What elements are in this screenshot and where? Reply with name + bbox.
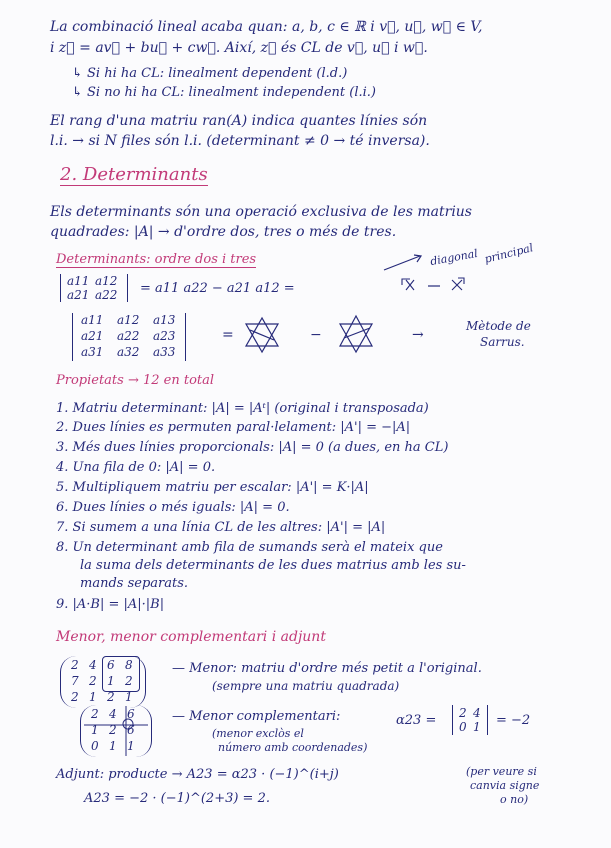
section-heading: 2. Determinants (60, 164, 208, 185)
adjunt-note3: o no) (500, 793, 529, 806)
cl-definition-line1: La combinació lineal acaba quan: a, b, c ∈ ℝ i v⃗, u⃗, w⃗ ∈ V, (50, 19, 483, 35)
menor-complementari-note1: (menor exclòs el (212, 727, 304, 740)
matrix-cell: a12 (117, 313, 140, 327)
sarrus-star-icon (246, 318, 278, 352)
menors-heading: Menor, menor complementari i adjunt (56, 629, 326, 645)
matrix-cell: 1 (473, 720, 481, 734)
matrix-cell: 2 (109, 723, 117, 737)
matrix-cell: a33 (153, 345, 176, 359)
matrix-cell: 1 (109, 739, 117, 753)
sarrus-label-line1: Mètode de (466, 319, 531, 333)
antidiagonal-cross-icon (452, 278, 464, 290)
matrix-cell: a11 (81, 313, 104, 327)
sarrus-equals: = (222, 327, 234, 343)
matrix-cell: 4 (89, 658, 97, 672)
matrix-cell: a31 (81, 345, 104, 359)
property-item: 3. Més dues línies proporcionals: |A| = 0 (a dues, en ha CL) (56, 440, 449, 455)
matrix-cell: 2 (89, 674, 97, 688)
matrix-cell: 7 (71, 674, 79, 688)
matrix-cell: 0 (91, 739, 99, 753)
property-item-continuation: mands separats. (80, 576, 189, 591)
property-item: 8. Un determinant amb fila de sumands serà el mateix que (56, 540, 443, 555)
cl-definition-line2: i z⃗ = av⃗ + bu⃗ + cw⃗. Així, z⃗ és CL de v⃗, u⃗ i w⃗. (50, 40, 428, 56)
matrix-cell: 1 (125, 690, 133, 704)
property-item: 2. Dues línies es permuten paral·lelament: |A'| = −|A| (56, 420, 411, 435)
matrix-cell: 1 (89, 690, 97, 704)
adjunt-note2: canvia signe (470, 779, 540, 792)
matrix-cell: a13 (153, 313, 176, 327)
cl-independent-bullet: ↳ Si no hi ha CL: linealment independent (l.i.) (72, 85, 377, 100)
property-item: 1. Matriu determinant: |A| = |Aᵗ| (original i transposada) (56, 401, 429, 416)
circled-element-icon (123, 719, 133, 729)
property-item-continuation: la suma dels determinants de les dues matrius amb les su- (80, 558, 466, 573)
intro-line2: quadrades: |A| → d'ordre dos, tres o més de tres. (50, 224, 397, 240)
matrix-cell: 1 (91, 723, 99, 737)
adjunt-note1: (per veure si (466, 765, 537, 778)
matrix-cell: 6 (127, 707, 135, 721)
property-item: 7. Si sumem a una línia CL de les altres: |A'| = |A| (56, 520, 386, 535)
menor-note: (sempre una matriu quadrada) (212, 679, 400, 693)
det2-formula: = a11 a22 − a21 a12 = (140, 281, 295, 296)
alpha23-result: = −2 (496, 713, 531, 728)
diagonal-cross-icon (402, 279, 414, 290)
matrix-cell: 6 (127, 723, 135, 737)
sarrus-star-icon (340, 316, 372, 352)
property-item: 4. Una fila de 0: |A| = 0. (56, 460, 216, 475)
matrix-cell: 4 (109, 707, 117, 721)
matrix-cell: a32 (117, 345, 140, 359)
matrix-cell: 2 (71, 658, 79, 672)
menor-complementari-label: — Menor complementari: (172, 709, 341, 724)
matrix-cell: 2 (107, 690, 115, 704)
matrix-cell: a22 (95, 288, 118, 302)
adjunt-formula: Adjunt: producte → A23 = α23 · (−1)^(i+j) (56, 767, 339, 782)
intro-line1: Els determinants són una operació exclusiva de les matrius (50, 204, 472, 220)
order-subheading: Determinants: ordre dos i tres (56, 252, 257, 267)
matrix-cell: a21 (81, 329, 104, 343)
menor-description: — Menor: matriu d'ordre més petit a l'original. (172, 661, 482, 676)
alpha23-label: α23 = (396, 713, 437, 728)
matrix-cell: 0 (459, 720, 467, 734)
properties-heading: Propietats → 12 en total (56, 373, 215, 388)
cl-dependent-bullet: ↳ Si hi ha CL: linealment dependent (l.d.) (72, 66, 348, 81)
matrix-cell: 2 (125, 674, 133, 688)
diagonal-label: diagonal (429, 246, 479, 269)
diagonal-arrow-icon (384, 256, 420, 270)
matrix-cell: a23 (153, 329, 176, 343)
matrix-cell: 8 (125, 658, 133, 672)
menor-complementari-note2: número amb coordenades) (218, 741, 368, 754)
matrix-cell: 2 (459, 706, 467, 720)
property-item: 9. |A·B| = |A|·|B| (56, 597, 165, 612)
adjunt-result: A23 = −2 · (−1)^(2+3) = 2. (84, 791, 270, 806)
property-item: 5. Multipliquem matriu per escalar: |A'| = K·|A| (56, 480, 369, 495)
matrix-cell: 2 (91, 707, 99, 721)
principal-label: principal (483, 241, 535, 266)
matrix-cell: 1 (107, 674, 115, 688)
matrix-cell: a21 (67, 288, 90, 302)
rank-line2: l.i. → si N files són l.i. (determinant ≠ 0 → té inversa). (50, 133, 430, 149)
matrix-cell: 6 (107, 658, 115, 672)
matrix-cell: a12 (95, 274, 118, 288)
sarrus-minus: − (310, 327, 322, 343)
sarrus-arrow: → (412, 327, 424, 343)
property-item: 6. Dues línies o més iguals: |A| = 0. (56, 500, 290, 515)
matrix-cell: a11 (67, 274, 90, 288)
matrix-cell: a22 (117, 329, 140, 343)
sarrus-label-line2: Sarrus. (480, 335, 525, 349)
matrix-cell: 1 (127, 739, 135, 753)
matrix-cell: 4 (473, 706, 481, 720)
matrix-cell: 2 (71, 690, 79, 704)
rank-line1: El rang d'una matriu ran(A) indica quantes línies són (50, 113, 428, 129)
